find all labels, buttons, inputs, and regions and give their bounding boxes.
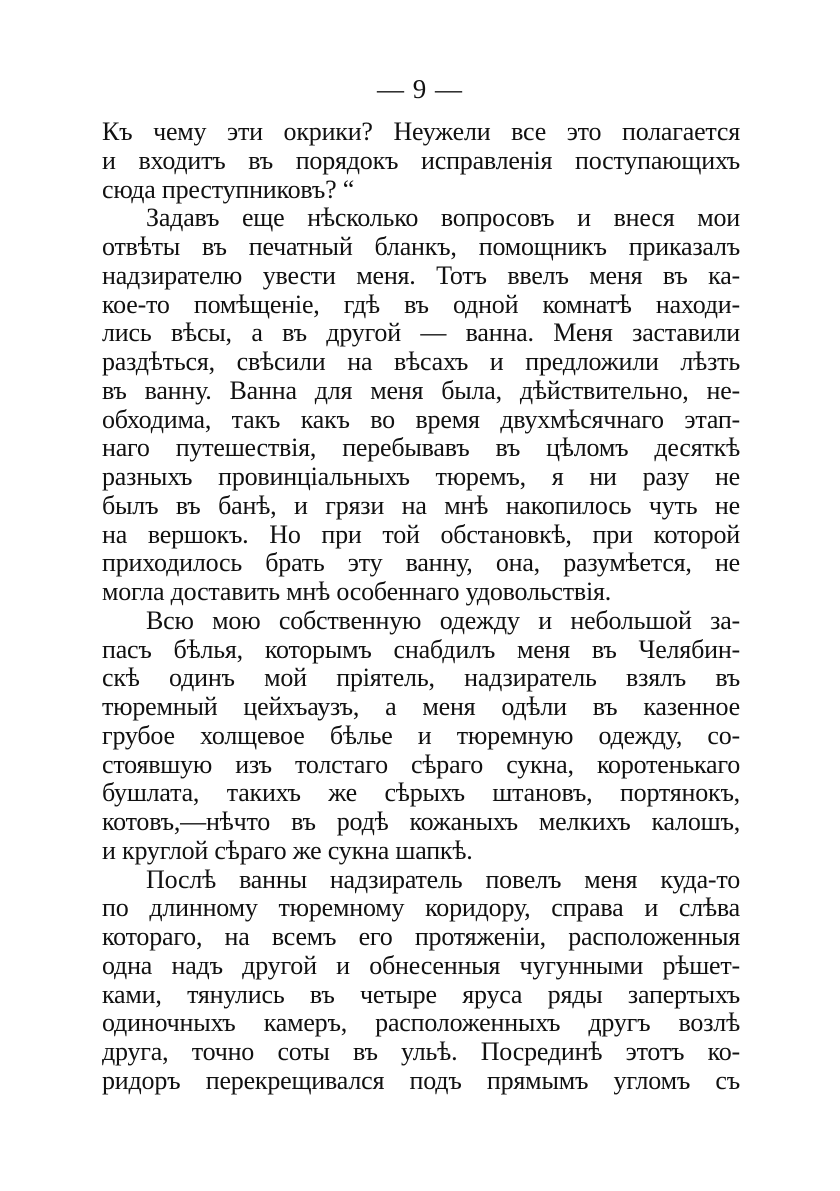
text-line: въ ванну. Ванна для меня была, дѣйствительно, не- (102, 375, 740, 405)
text-line: лись вѣсы, а въ другой — ванна. Меня заставили (102, 318, 740, 348)
text-line: скѣ одинъ мой пріятель, надзиратель взялъ въ (102, 663, 740, 693)
text-line: надзирателю увести меня. Тотъ ввелъ меня въ ка- (102, 260, 740, 290)
text-line: Задавъ еще нѣсколько вопросовъ и внеся мои (146, 203, 740, 233)
text-line: отвѣты въ печатный бланкъ, помощникъ приказалъ (102, 232, 740, 261)
text-line: кое-то помѣщеніе, гдѣ въ одной комнатѣ находи- (102, 289, 740, 319)
text-line: бушлата, такихъ же сѣрыхъ штановъ, портянокъ, (102, 778, 740, 808)
text-line: грубое холщевое бѣлье и тюремную одежду, со- (102, 720, 740, 750)
text-line: Къ чему эти окрики? Неужели все это полагается (102, 117, 740, 146)
text-line: былъ въ банѣ, и грязи на мнѣ накопилось чуть не (102, 490, 740, 520)
text-line: приходилось брать эту ванну, она, разумѣется, не (102, 548, 740, 578)
paragraph-4 (102, 866, 740, 1096)
text-line: котовъ,—нѣчто въ родѣ кожаныхъ мелкихъ калошъ, (102, 807, 740, 836)
paragraph-1 (102, 118, 740, 204)
text-line: Послѣ ванны надзиратель повелъ меня куда-то (146, 864, 740, 894)
text-line: раздѣться, свѣсили на вѣсахъ и предложили лѣзть (102, 347, 740, 376)
text-line: друга, точно соты въ ульѣ. Посрединѣ этотъ ко- (102, 1037, 740, 1066)
text-line: ками, тянулись въ четыре яруса ряды запертыхъ (102, 979, 740, 1009)
text-line: наго путешествія, перебывавъ въ цѣломъ десяткѣ (102, 433, 740, 463)
paragraph-3 (102, 607, 740, 866)
text-line: могла доставить мнѣ особеннаго удовольствія. (102, 577, 612, 606)
text-line: сюда преступниковъ? “ (102, 174, 355, 204)
text-line: и входитъ въ порядокъ исправленія поступающихъ (102, 145, 740, 175)
text-line: обходима, такъ какъ во время двухмѣсячнаго этап- (102, 404, 740, 434)
text-line: пасъ бѣлья, которымъ снабдилъ меня въ Челябин- (102, 634, 740, 664)
text-line: и круглой сѣраго же сукна шапкѣ. (102, 835, 473, 865)
text-line: ридоръ перекрещивался подъ прямымъ угломъ съ (102, 1065, 740, 1095)
paragraph-2 (102, 204, 740, 607)
text-line: стоявшую изъ толстаго сѣраго сукна, коротенькаго (102, 749, 740, 779)
text-line: одиночныхъ камеръ, расположенныхъ другъ возлѣ (102, 1008, 740, 1038)
page-number: — 9 — (377, 74, 463, 104)
body-text (102, 118, 740, 1096)
text-line: на вершокъ. Но при той обстановкѣ, при которой (102, 519, 740, 549)
text-line: одна надъ другой и обнесенныя чугунными рѣшет- (102, 950, 740, 980)
text-line: тюремный цейхъаузъ, а меня одѣли въ казенное (102, 692, 740, 721)
text-line: по длинному тюремному коридору, справа и слѣва (102, 893, 740, 923)
text-line: котораго, на всемъ его протяженіи, расположенныя (102, 922, 740, 951)
text-line: разныхъ провинціальныхъ тюремъ, я ни разу не (102, 462, 740, 491)
text-line: Всю мою собственную одежду и небольшой за- (146, 605, 740, 635)
